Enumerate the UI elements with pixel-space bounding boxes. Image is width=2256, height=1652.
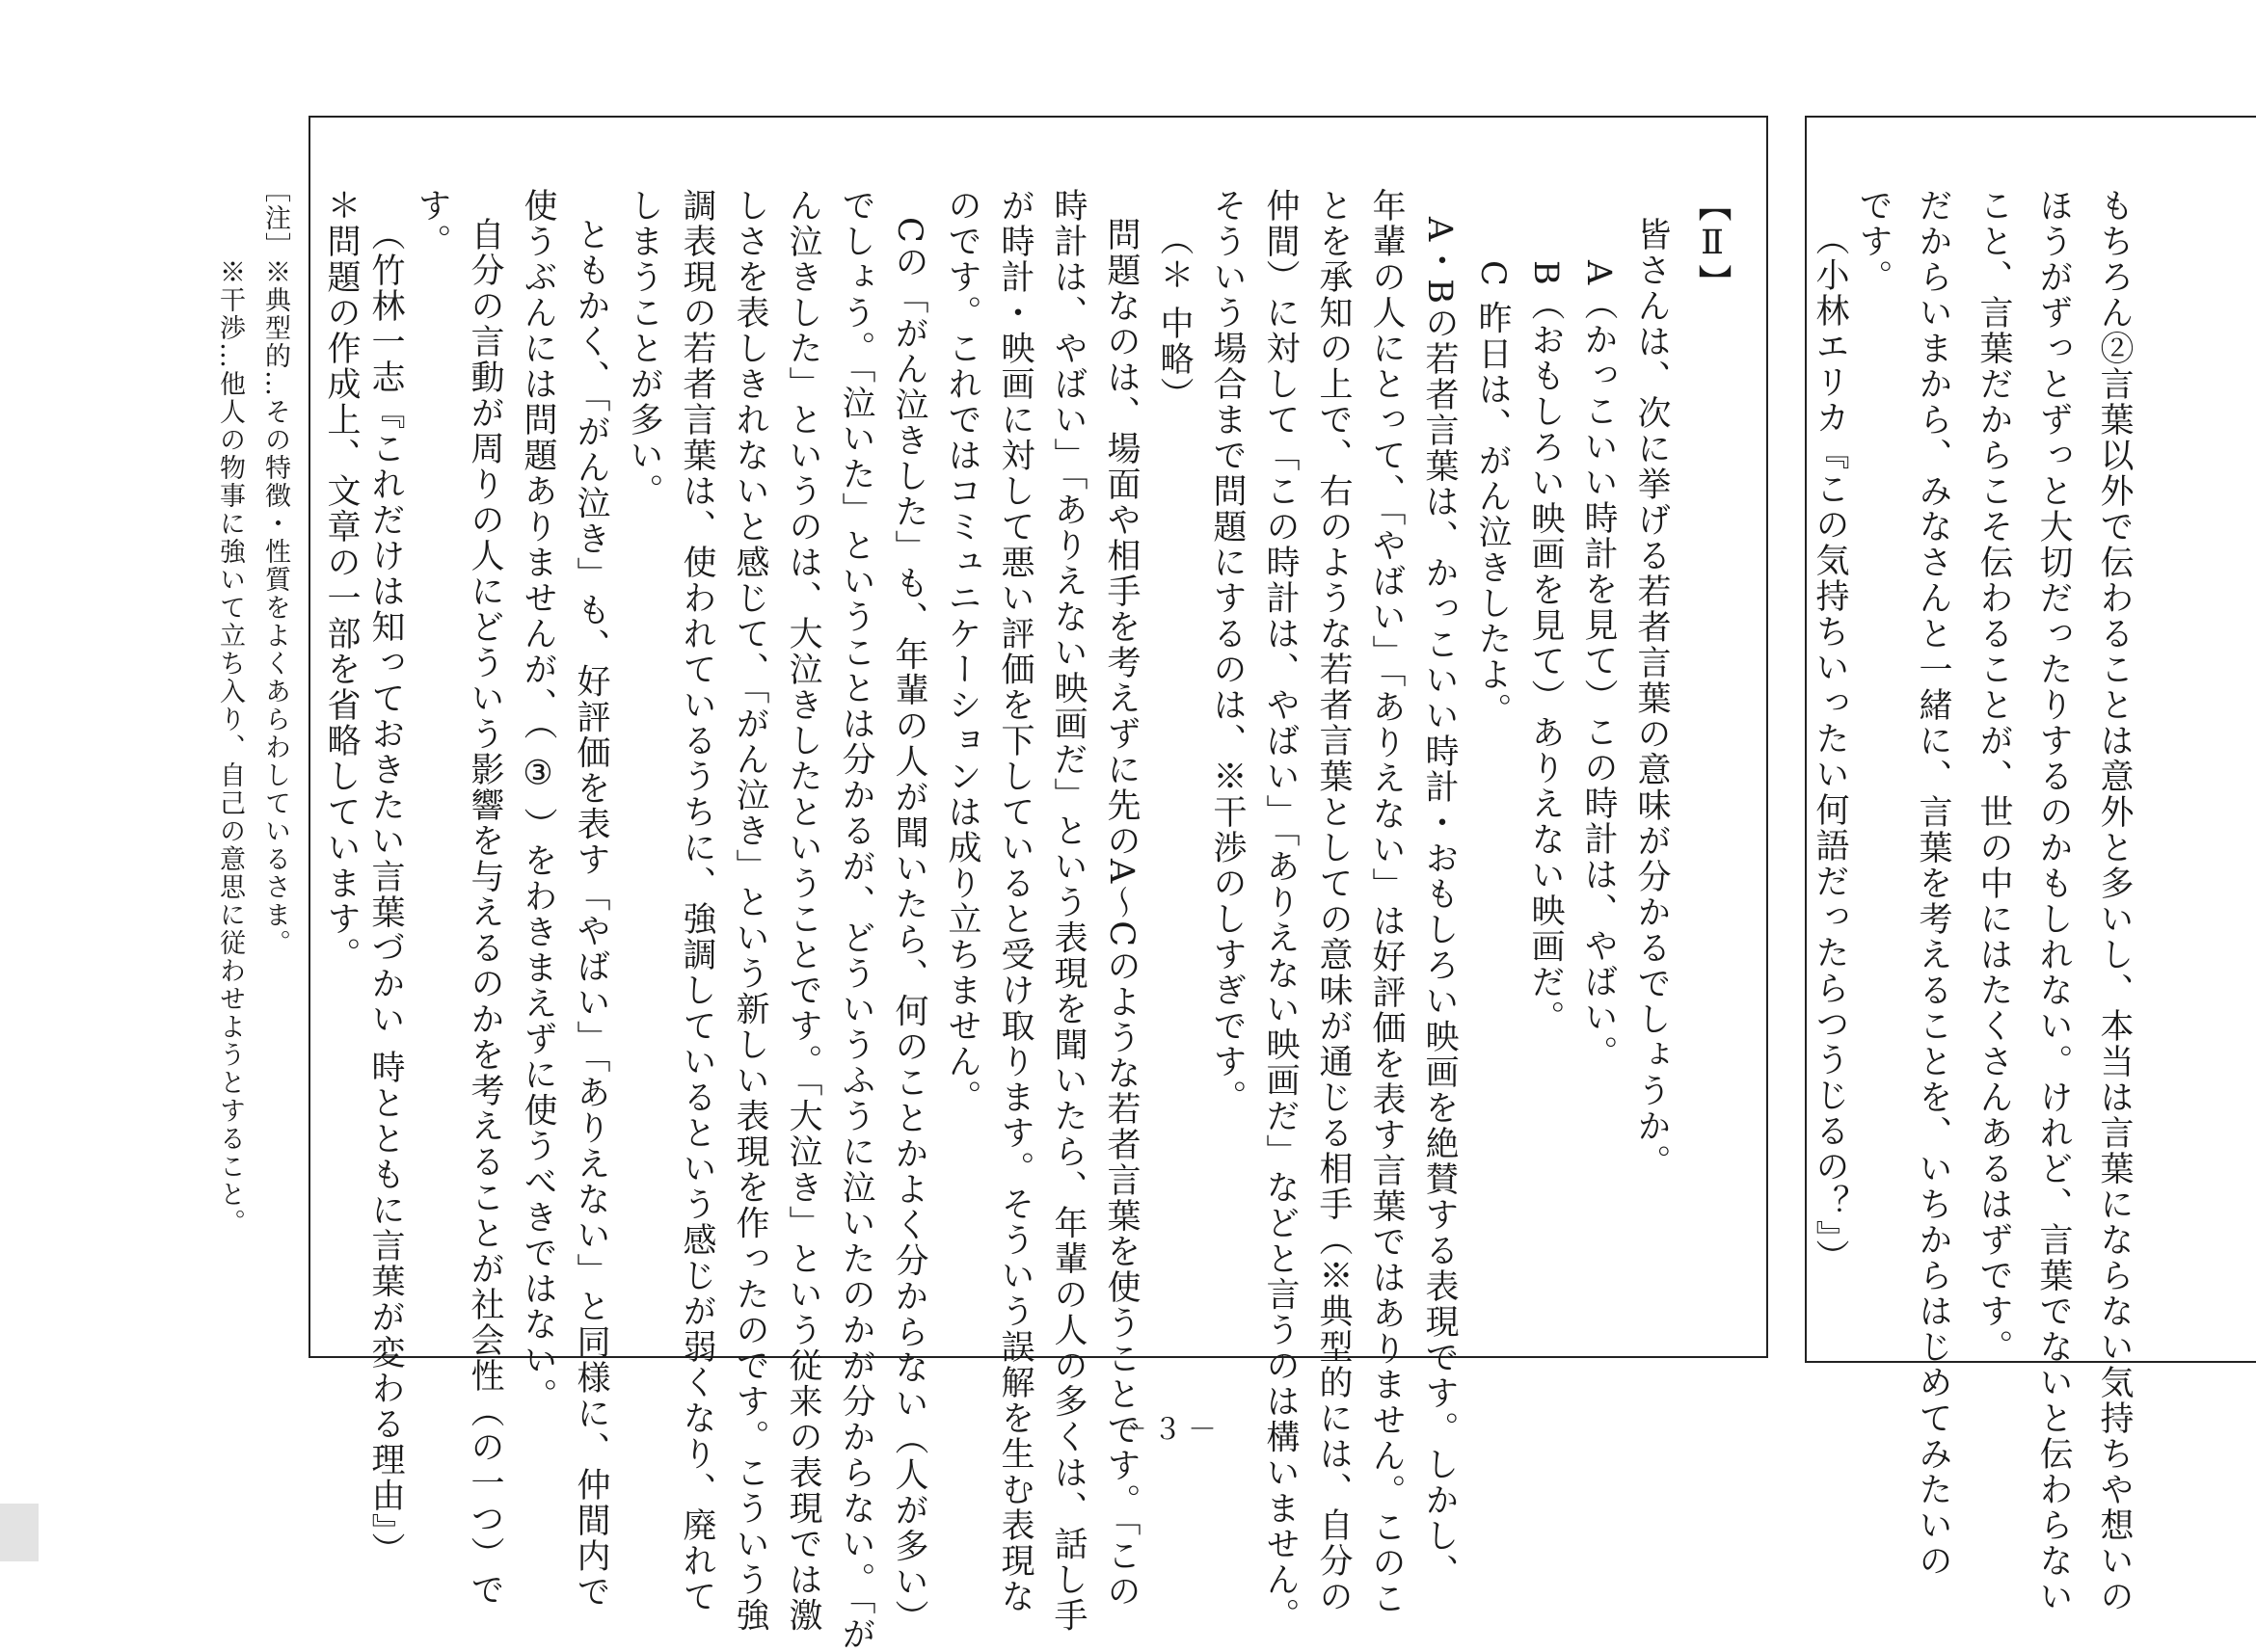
para1-line2: 年輩の人にとって、「やばい」「ありえない」は好評価を表す言葉ではありません。このこ [1367,188,1406,1616]
notes-header: ［注］ [260,176,290,260]
right-line-3: こと、言葉だからこそ伝わることが、世の中にはたくさんあるはずです。 [1974,188,2013,1365]
right-line-1: もちろん②言葉以外で伝わることは意外と多いし、本当は言葉にならない気持ちや想いの [2095,188,2134,1614]
para4-line2: 使うぶんには問題ありませんが、（ ③ ）をわきまえずに使うべきではない。 [519,188,557,1414]
para1-line1: A・Bの若者言葉は、かっこいい時計・おもしろい映画を絶賛する表現です。しかし、 [1420,217,1459,1589]
para5-line1: 自分の言動が周りの人にどういう影響を与えるのかを考えることが社会性（の一つ）で [466,217,504,1608]
note-kansho: ※干渉…他人の物事に強いて立ち入り、自己の意思に従わせようとすること。 [215,258,245,1237]
para2-line2: 時計は、やばい」「ありえない映画だ」という表現を聞いたら、年輩の人の多くは、話し手 [1049,188,1088,1634]
example-c: C 昨日は、がん泣きしたよ。 [1473,260,1512,729]
right-line-2: ほうがずっとずっと大切だったりするのかもしれない。けれど、言葉でないと伝わらない [2034,188,2073,1614]
omission-notice: ＊問題の作成上、文章の一部を省略しています。 [322,188,361,973]
para3-line4: しさを表しきれないと感じて、「がん泣き」という新しい表現を作ったのです。こういう強 [731,188,769,1634]
source-citation-takebayashi: （竹林一志『これだけは知っておきたい言葉づかい 時とともに言葉が変わる理由』） [366,217,405,1568]
para2-line1: 問題なのは、場面や相手を考えずに先のA～Cのような若者言葉を使うことです。「この [1102,217,1141,1610]
para4-line1: ともかく、「がん泣き」も、好評価を表す「やばい」「ありえない」と同様に、仲間内で [572,217,610,1610]
page-number: －３－ [1118,1413,1222,1447]
para1-line4: 仲間）に対して「この時計は、やばい」「ありえない映画だ」などと言うのは構いません。 [1261,188,1300,1634]
right-line-5: です。 [1854,188,1893,295]
para3-line1: Cの「がん泣きした」も、年輩の人が聞いたら、何のことかよく分からない（人が多い） [890,217,928,1636]
omission-mark: （＊ 中略） [1155,222,1194,413]
right-passage-box [1805,116,2256,1363]
para3-line5: 調表現の若者言葉は、使われているうちに、強調しているという感じが弱くなり、廃れて [678,188,716,1614]
example-b: B（おもしろい映画を見て）ありえない映画だ。 [1526,260,1565,1036]
para1-line5: そういう場合まで問題にするのは、※干渉のしすぎです。 [1208,188,1247,1115]
scan-edge-mark [0,1504,39,1561]
para3-line2: でしょう。「泣いた」ということは分かるが、どういうふうに泣いたのかが分からない。「が [837,188,875,1652]
para1-line3: とを承知の上で、右のような若者言葉としての意味が通じる相手（※典型的には、自分の [1314,188,1353,1614]
para2-line4: のです。これではコミュニケーションは成り立ちません。 [943,188,981,1115]
note-tenkeiteki: ※典型的…その特徴・性質をよくあらわしているさま。 [260,258,290,957]
para2-line3: が時計・映画に対して悪い評価を下していると受け取ります。そういう誤解を生む表現な [996,188,1034,1614]
para3-line3: ん泣きした」というのは、大泣きしたということです。「大泣き」という従来の表現では激 [784,188,822,1634]
para3-line6: しまうことが多い。 [625,188,663,509]
para5-line2: す。 [413,188,451,259]
source-citation-kobayashi: （小林エリカ『この気持ちいったい何語だったらつうじるの？』） [1811,222,1849,1275]
right-line-4: だからいまから、みなさんと一緒に、言葉を考えることを、いちからはじめてみたいの [1914,188,1952,1579]
section-heading: 【Ⅱ】 [1693,188,1732,300]
intro-question: 皆さんは、次に挙げる若者言葉の意味が分かるでしょうか。 [1632,217,1671,1180]
example-a: A（かっこいい時計を見て）この時計は、やばい。 [1579,260,1618,1072]
